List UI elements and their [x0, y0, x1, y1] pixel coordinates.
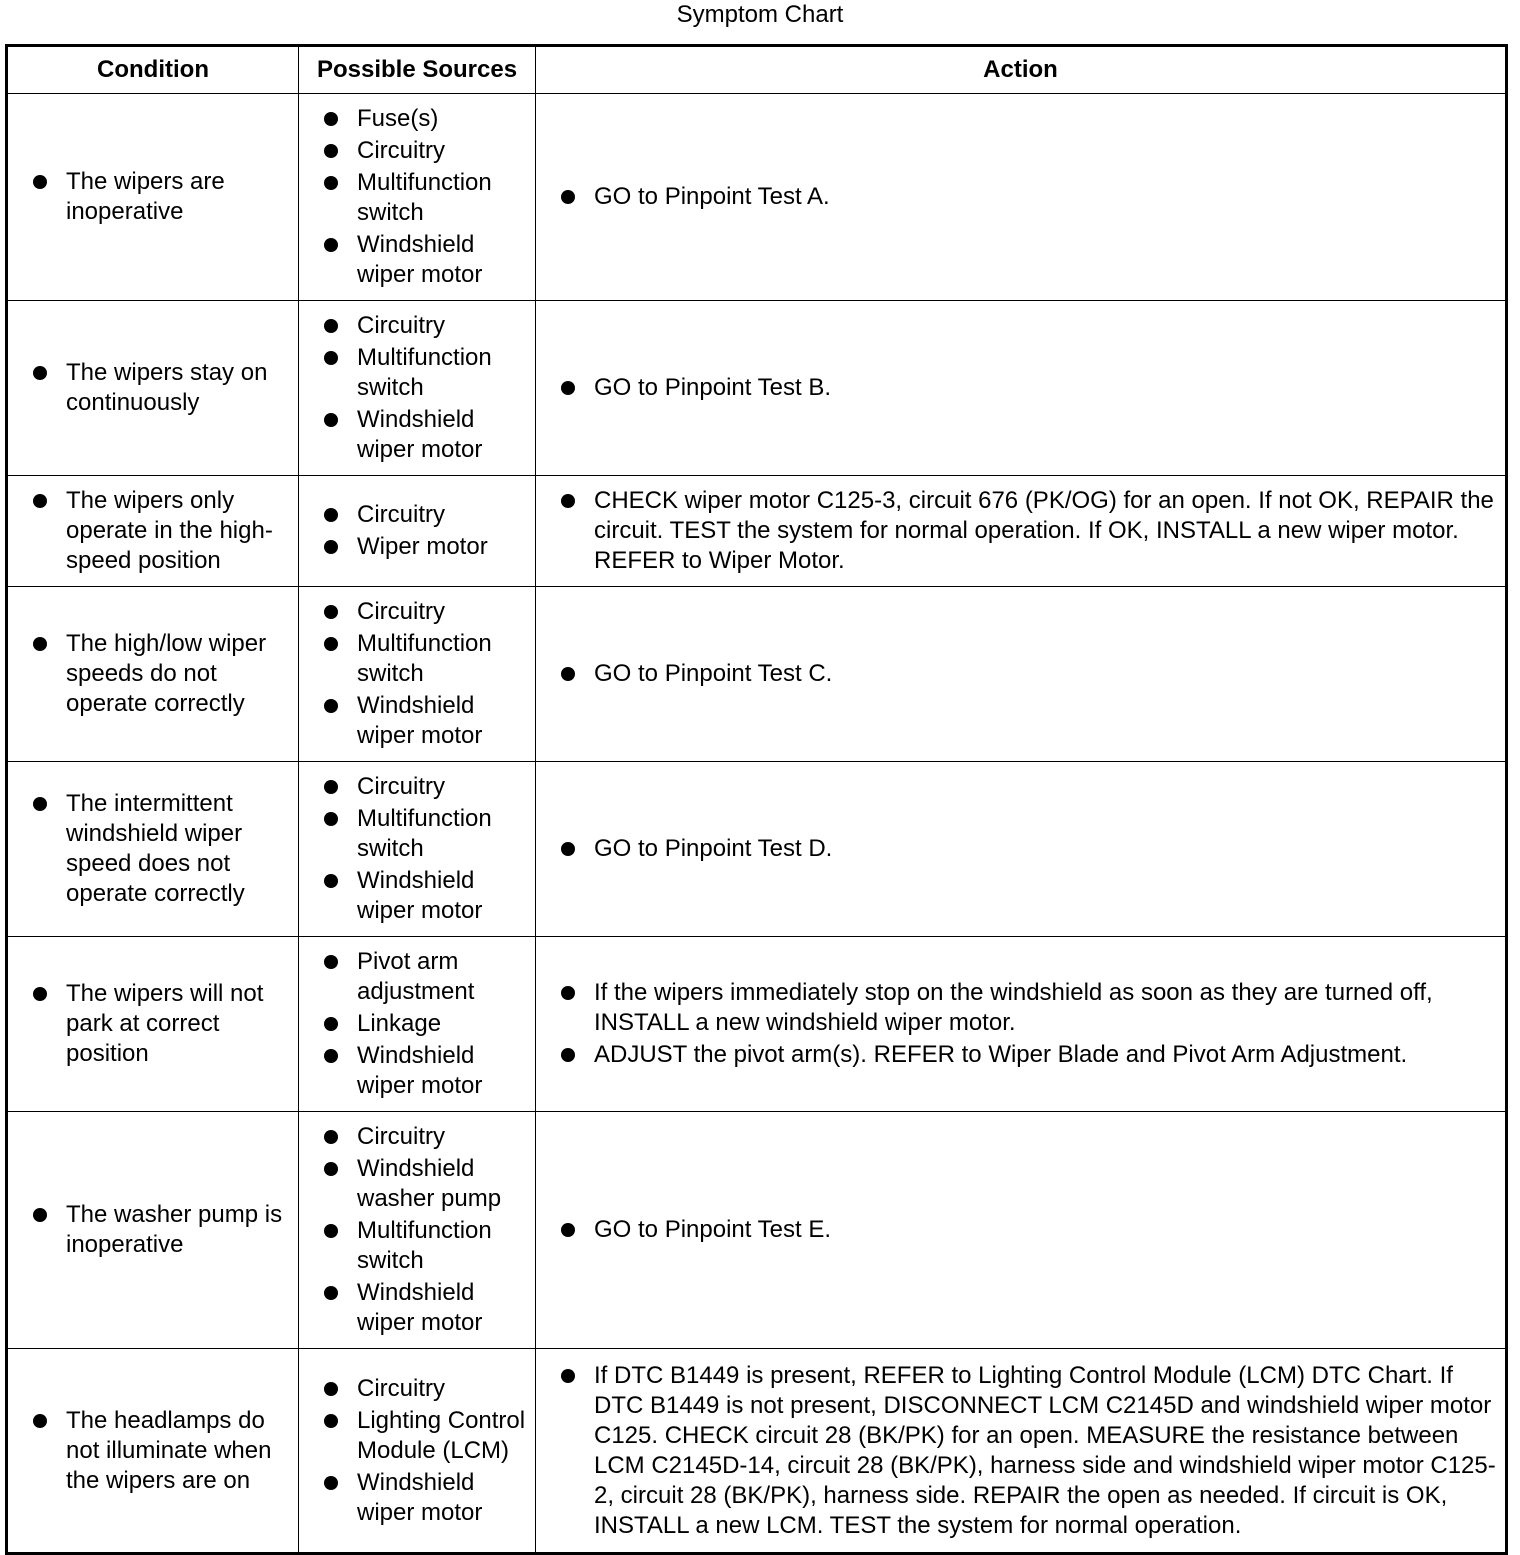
source-item: Pivot arm adjustment [299, 947, 527, 1007]
table-row [7, 762, 1507, 937]
table-row [7, 94, 1507, 301]
action-cell [536, 94, 1507, 301]
source-item: Lighting Control Module (LCM) [299, 1406, 527, 1466]
source-item: Windshield wiper motor [299, 230, 527, 290]
condition-item: The wipers only operate in the high-speed position [8, 486, 290, 576]
condition-item: The wipers stay on continuously [8, 358, 290, 418]
action-cell [536, 301, 1507, 476]
header-action: Action [536, 46, 1507, 94]
sources-cell [299, 1112, 536, 1349]
action-item: CHECK wiper motor C125-3, circuit 676 (PK/OG) for an open. If not OK, REPAIR the circuit. TEST the system for normal operation. If OK, INSTALL a new wiper motor. REFER to Wiper Motor. [536, 486, 1497, 576]
sources-cell [299, 762, 536, 937]
source-item: Circuitry [299, 597, 527, 627]
action-item: GO to Pinpoint Test A. [536, 182, 1497, 212]
action-item: GO to Pinpoint Test D. [536, 834, 1497, 864]
source-item: Windshield wiper motor [299, 1041, 527, 1101]
header-row [7, 46, 1507, 94]
sources-cell [299, 301, 536, 476]
sources-cell [299, 587, 536, 762]
table-row [7, 1349, 1507, 1554]
action-item: If the wipers immediately stop on the windshield as soon as they are turned off, INSTALL a new windshield wiper motor. [536, 978, 1497, 1038]
condition-cell [7, 1349, 299, 1554]
condition-cell [7, 762, 299, 937]
source-item: Circuitry [299, 1122, 527, 1152]
source-item: Windshield wiper motor [299, 691, 527, 751]
source-item: Multifunction switch [299, 1216, 527, 1276]
table-row [7, 301, 1507, 476]
sources-cell [299, 94, 536, 301]
source-item: Linkage [299, 1009, 527, 1039]
condition-cell [7, 476, 299, 587]
symptom-chart-table [5, 44, 1508, 1555]
action-cell [536, 1112, 1507, 1349]
action-item: If DTC B1449 is present, REFER to Lighting Control Module (LCM) DTC Chart. If DTC B1449 is not present, DISCONNECT LCM C2145D and windshield wiper motor C125. CHECK circuit 28 (BK/PK) for an open. MEASURE the resistance between LCM C2145D-14, circuit 28 (BK/PK), harness side and windshield wiper motor C125-2, circuit 28 (BK/PK), harness side. REPAIR the open as needed. If circuit is OK, INSTALL a new LCM. TEST the system for normal operation. [536, 1361, 1497, 1541]
sources-cell [299, 937, 536, 1112]
condition-item: The high/low wiper speeds do not operate correctly [8, 629, 290, 719]
page-title: Symptom Chart [676, 1, 844, 28]
action-item: GO to Pinpoint Test B. [536, 373, 1497, 403]
source-item: Windshield wiper motor [299, 1278, 527, 1338]
action-item: GO to Pinpoint Test E. [536, 1215, 1497, 1245]
sources-cell [299, 1349, 536, 1554]
sources-cell [299, 476, 536, 587]
condition-item: The wipers are inoperative [8, 167, 290, 227]
action-cell [536, 1349, 1507, 1554]
source-item: Circuitry [299, 500, 527, 530]
table-row [7, 476, 1507, 587]
action-item: ADJUST the pivot arm(s). REFER to Wiper Blade and Pivot Arm Adjustment. [536, 1040, 1497, 1070]
source-item: Multifunction switch [299, 343, 527, 403]
condition-cell [7, 301, 299, 476]
source-item: Multifunction switch [299, 804, 527, 864]
condition-cell [7, 1112, 299, 1349]
condition-item: The headlamps do not illuminate when the wipers are on [8, 1406, 290, 1496]
condition-cell [7, 587, 299, 762]
condition-item: The intermittent windshield wiper speed does not operate correctly [8, 789, 290, 909]
source-item: Wiper motor [299, 532, 527, 562]
action-cell [536, 476, 1507, 587]
action-cell [536, 937, 1507, 1112]
source-item: Windshield wiper motor [299, 866, 527, 926]
source-item: Fuse(s) [299, 104, 527, 134]
source-item: Circuitry [299, 311, 527, 341]
header-condition: Condition [7, 46, 299, 94]
source-item: Windshield wiper motor [299, 1468, 527, 1528]
table-row [7, 1112, 1507, 1349]
table-body [7, 94, 1507, 1554]
condition-item: The wipers will not park at correct position [8, 979, 290, 1069]
source-item: Circuitry [299, 1374, 527, 1404]
condition-item: The washer pump is inoperative [8, 1200, 290, 1260]
source-item: Windshield washer pump [299, 1154, 527, 1214]
source-item: Multifunction switch [299, 629, 527, 689]
table-row [7, 587, 1507, 762]
action-cell [536, 762, 1507, 937]
condition-cell [7, 94, 299, 301]
header-possible-sources: Possible Sources [299, 46, 536, 94]
condition-cell [7, 937, 299, 1112]
source-item: Circuitry [299, 772, 527, 802]
source-item: Circuitry [299, 136, 527, 166]
source-item: Windshield wiper motor [299, 405, 527, 465]
action-cell [536, 587, 1507, 762]
table-row [7, 937, 1507, 1112]
action-item: GO to Pinpoint Test C. [536, 659, 1497, 689]
source-item: Multifunction switch [299, 168, 527, 228]
